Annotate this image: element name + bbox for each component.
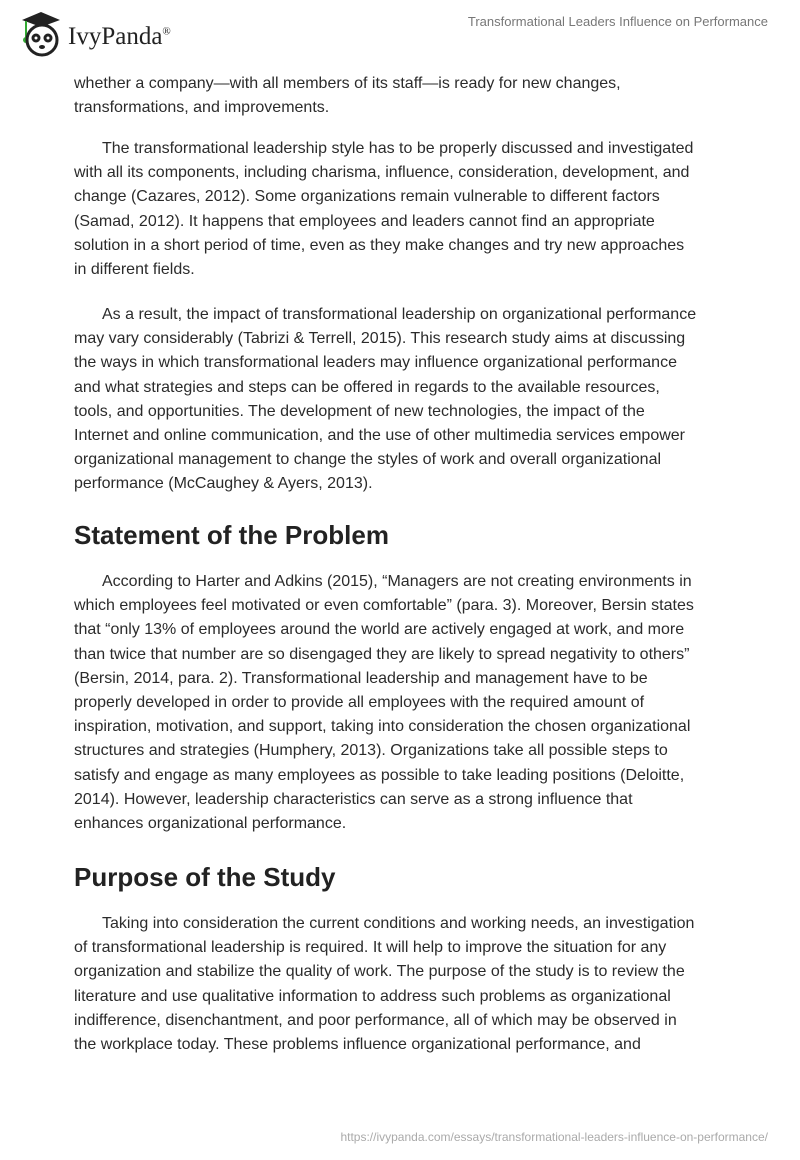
text-line: whether a company—with all members of its staff—is ready for new changes, bbox=[74, 75, 621, 92]
panda-logo-icon bbox=[18, 8, 64, 58]
text-line: performance (McCaughey & Ayers, 2013). bbox=[74, 475, 373, 493]
text-line: that “only 13% of employees around the world are actively engaged at work, and more bbox=[74, 621, 685, 639]
paragraph bbox=[74, 570, 754, 836]
text-line: According to Harter and Adkins (2015), “Managers are not creating environments in bbox=[102, 573, 692, 590]
text-line: satisfy and engage as many employees as possible to take leading positions (Deloitte, bbox=[74, 766, 685, 784]
text-line: solution in a short period of time, even as they make changes and try new approaches bbox=[74, 236, 685, 254]
text-line: in different fields. bbox=[74, 261, 195, 279]
text-line: and what strategies and steps can be offered in regards to the available resources, bbox=[74, 378, 660, 396]
text-line: literature and use qualitative information to address such problems as organizational bbox=[74, 987, 671, 1005]
brand-name: IvyPanda bbox=[68, 23, 163, 50]
text-line: organization and stabilize the quality of work. The purpose of the study is to review the bbox=[74, 963, 685, 981]
ivypanda-logo[interactable] bbox=[18, 8, 171, 58]
text-line: tools, and opportunities. The development of new technologies, the impact of the bbox=[74, 402, 645, 420]
text-line: Internet and online communication, and the use of other multimedia services empower bbox=[74, 427, 685, 445]
text-line: indifference, disenchantment, and poor performance, all of which may be observed in bbox=[74, 1011, 677, 1029]
text-line: 2014). However, leadership characteristics can serve as a strong influence that bbox=[74, 790, 633, 808]
text-line: with all its components, including charisma, influence, consideration, development, and bbox=[74, 164, 690, 182]
text-line: Taking into consideration the current conditions and working needs, an investigation bbox=[102, 915, 695, 932]
source-url[interactable]: https://ivypanda.com/essays/transformational-leaders-influence-on-performance/ bbox=[340, 1130, 768, 1144]
text-line: (Bersin, 2014, para. 2). Transformational leadership and management have to be bbox=[74, 669, 648, 687]
section-heading: Purpose of the Study bbox=[74, 862, 336, 892]
text-line: organizational management to change the styles of work and overall organizational bbox=[74, 451, 662, 469]
text-line: properly developed in order to provide all employees with the required amount of bbox=[74, 694, 645, 712]
paragraph bbox=[74, 137, 754, 282]
text-line: may vary considerably (Tabrizi & Terrell, 2015). This research study aims at discussing bbox=[74, 330, 686, 348]
text-line: which employees feel motivated or even comfortable” (para. 3). Moreover, Bersin states bbox=[74, 597, 694, 615]
text-line: the workplace today. These problems influence organizational performance, and bbox=[74, 1036, 641, 1054]
text-line: than twice that number are so disengaged they are likely to spread negativity to others” bbox=[74, 645, 690, 663]
text-line: As a result, the impact of transformational leadership on organizational performance bbox=[102, 306, 697, 323]
text-line: (Samad, 2012). It happens that employees and leaders cannot find an appropriate bbox=[74, 212, 655, 230]
paragraph bbox=[74, 912, 754, 1057]
text-line: the ways in which transformational leaders may influence organizational performance bbox=[74, 354, 677, 372]
text-line: structures and strategies (Humphery, 2013). Organizations take all possible steps to bbox=[74, 742, 668, 760]
text-line: enhances organizational performance. bbox=[74, 815, 347, 833]
text-line: change (Cazares, 2012). Some organizations remain vulnerable to different factors bbox=[74, 188, 660, 206]
text-line: The transformational leadership style has to be properly discussed and investigated bbox=[102, 140, 694, 157]
text-line: of transformational leadership is required. It will help to improve the situation for any bbox=[74, 939, 667, 957]
paragraph bbox=[74, 303, 754, 497]
paragraph bbox=[74, 72, 754, 120]
document-title: Transformational Leaders Influence on Performance bbox=[467, 14, 768, 29]
section-heading: Statement of the Problem bbox=[74, 520, 389, 550]
text-line: transformations, and improvements. bbox=[74, 99, 330, 117]
text-line: inspiration, motivation, and support, taking into consideration the chosen organizational bbox=[74, 718, 691, 736]
registered-mark: ® bbox=[162, 25, 171, 38]
